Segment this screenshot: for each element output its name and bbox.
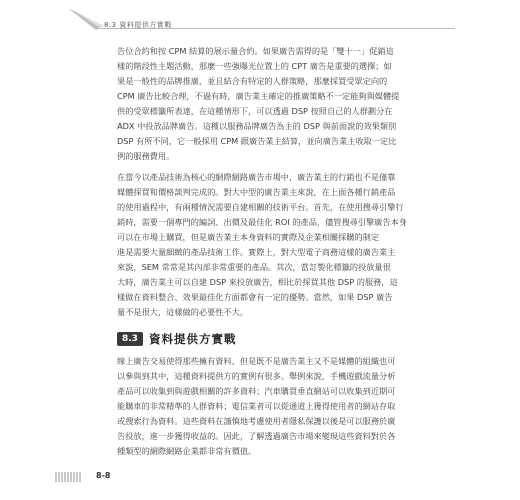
text-line: 進是需要大量細緻的產品技術工作。實際上，對大型電子商務這樣的廣告業主: [117, 247, 396, 257]
text-line: 或搜索行為資料。這些資料在謹慎地考慮使用者隱私保護以後是可以服務於廣: [117, 416, 396, 426]
text-line: CPM 廣告比較合理，不過有時，廣告業主確定的推廣策略不一定能夠與媒體提: [117, 91, 400, 101]
text-line: 種類型的網際網路企業都非常有價值。: [117, 446, 257, 456]
page-number: 8-8: [96, 471, 111, 480]
text-line: 供的受眾標籤所表達，在這種情形下，可以透過 DSP 按照自己的人群劃分在: [117, 106, 393, 116]
text-line: 媒體採買和價格談判完成的。對大中型的廣告業主來說，在上面各種行銷產品: [117, 187, 396, 197]
text-line: 能購車的非常精準的人群資料；電信業者可以從通道上獲得使用者的網站存取: [117, 401, 396, 411]
text-line: DSP 有所不同，它一般採用 CPM 跟廣告業主結算，並向廣告業主收取一定比: [117, 136, 397, 146]
text-line: ADX 中投放品牌廣告。這種以服務品牌廣告為主的 DSP 與前面說的效果類別: [117, 121, 397, 131]
text-line: 樣的階段性主題活動，那麼一些強曝光位置上的 CPT 廣告是重要的選擇；如: [117, 61, 392, 71]
text-line: 線上廣告交易使得那些擁有資料、但是既不是廣告業主又不是媒體的組織也可: [117, 356, 396, 366]
paragraph-2: [117, 170, 419, 320]
text-line: 可以在市場上購買，但是廣告業主本身資料的實際及企業相關採購的制定: [117, 232, 380, 242]
text-line: 的使用過程中，有兩種情況需要自建相關的技術平台。首先，在使用搜尋引擎行: [117, 202, 404, 212]
section-title: 資料提供方實戰: [148, 332, 237, 346]
text-line: 銷時，需要一個專門的編詞、出價及最佳化 ROI 的產品，儘管搜尋引擎廣告本身: [117, 217, 407, 227]
text-line: 在當今以產品技術為核心的網際網路廣告市場中，廣告業主的行銷也不是僅靠: [117, 172, 396, 182]
section-number: 8.3: [117, 332, 143, 346]
text-line: 果是一般性的品牌推廣，並且結合有特定的人群策略，那麼採買受眾定向的: [117, 76, 388, 86]
text-line: 以參與到其中，這種資料提供方的實例有很多。舉例來說，手機遊戲流量分析: [117, 371, 396, 381]
text-line: 樣做在資料整合、效果最佳化方面都會有一定的優勢。當然，如果 DSP 廣告: [117, 292, 393, 302]
text-line: 告位合約和按 CPM 結算的展示量合約。如果廣告需得的是「雙十一」促銷這: [117, 46, 394, 56]
text-line: 來說，SEM 常常是其內部非常重要的產品。其次，當訂製化標籤的投放量很: [117, 262, 391, 272]
footer-bar: [55, 472, 82, 482]
running-header: 8.3 資料提供方實戰: [104, 21, 172, 29]
paragraph-1: [117, 44, 419, 164]
text-line: 產品可以收集到與遊戲相關的許多資料；汽車購買垂直網站可以收集到近期可: [117, 386, 396, 396]
text-line: 量不是很大，這樣做的必要性不大。: [117, 307, 249, 317]
text-line: 告投放，進一步獲得收益的。因此，了解透過廣告市場來變現這些資料對於各: [117, 431, 396, 441]
section-heading: [117, 330, 236, 348]
text-line: 例的服務費用。: [117, 151, 175, 161]
text-line: 大時，廣告業主可以自建 DSP 來投放廣告，相比於採買其他 DSP 的服務，這: [117, 277, 398, 287]
paragraph-3: [117, 354, 419, 459]
